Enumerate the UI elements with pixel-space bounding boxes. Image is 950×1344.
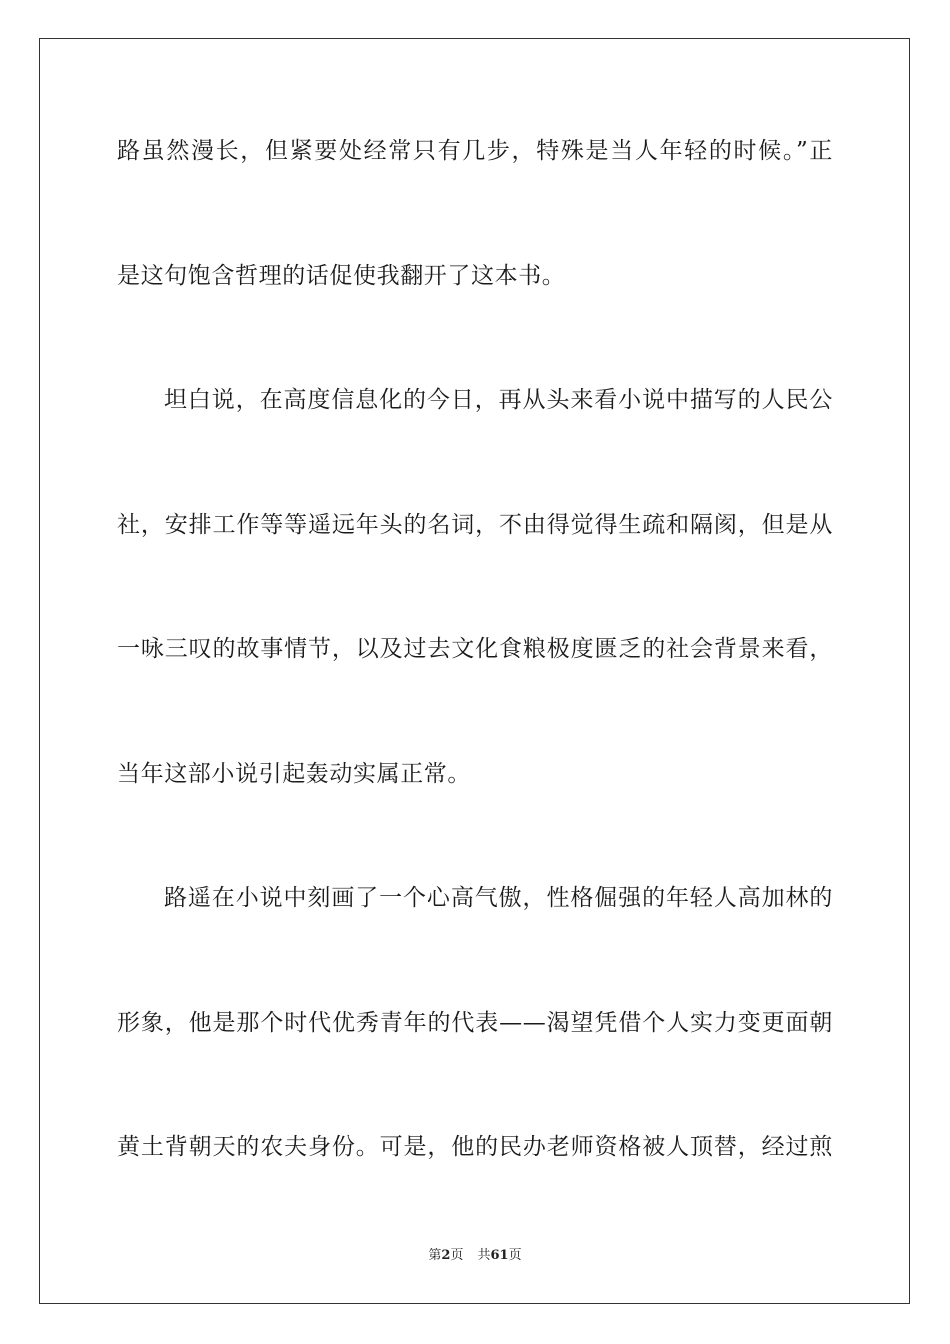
total-pages: 61: [490, 1248, 509, 1263]
text-line: 社，安排工作等等遥远年头的名词，不由得觉得生疏和隔阂，但是从: [117, 512, 833, 538]
total-suffix: 页: [508, 1248, 522, 1263]
page-border: [39, 38, 910, 1304]
text-line: 是这句饱含哲理的话促使我翻开了这本书。: [117, 263, 566, 289]
text-line: 形象，他是那个时代优秀青年的代表——渴望凭借个人实力变更面朝: [117, 1010, 833, 1036]
total-prefix: 共: [477, 1248, 491, 1263]
page-footer: [0, 1247, 950, 1265]
text-line: 路遥在小说中刻画了一个心高气傲，性格倔强的年轻人高加林的: [164, 885, 833, 911]
page-suffix: 页: [450, 1248, 464, 1263]
page-number: 2: [441, 1248, 451, 1263]
text-line: 黄土背朝天的农夫身份。可是，他的民办老师资格被人顶替，经过煎: [117, 1134, 833, 1160]
text-line: 坦白说，在高度信息化的今日，再从头来看小说中描写的人民公: [164, 387, 833, 413]
text-line: 一咏三叹的故事情节，以及过去文化食粮极度匮乏的社会背景来看，: [117, 636, 833, 662]
text-line: 当年这部小说引起轰动实属正常。: [117, 761, 471, 787]
page-prefix: 第: [428, 1248, 442, 1263]
text-line: 路虽然漫长，但紧要处经常只有几步，特殊是当人年轻的时候。”正: [117, 138, 833, 164]
